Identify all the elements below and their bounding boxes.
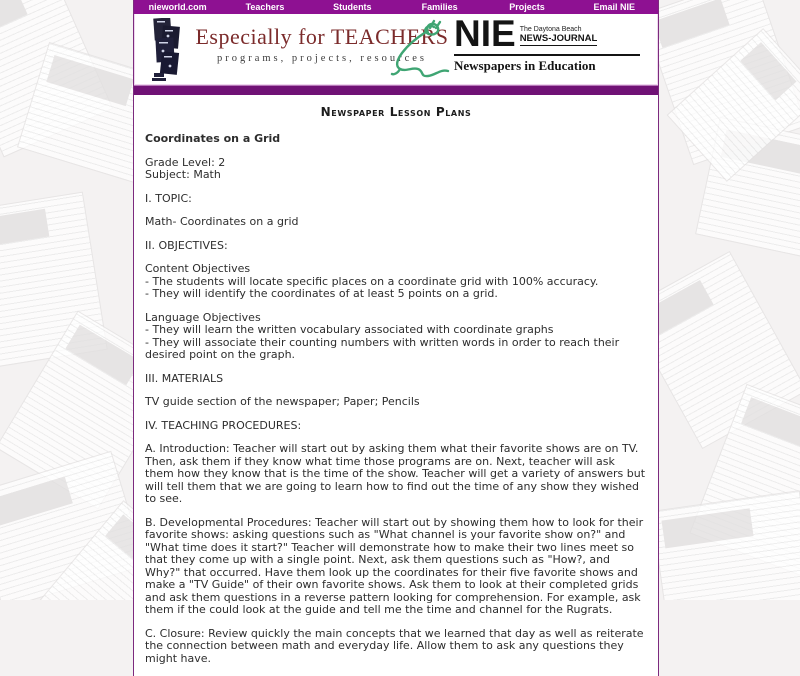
lesson-paragraph: Math- Coordinates on a grid (145, 215, 299, 228)
nav-link-families[interactable]: Families (421, 2, 458, 12)
page-content-column (133, 0, 659, 676)
site-header (134, 14, 658, 85)
nie-tagline: Newspapers in Education (454, 54, 640, 74)
nie-paper-name (520, 26, 598, 46)
lesson-paragraph: I. TOPIC: (145, 191, 192, 205)
lesson-paragraph: Grade Level: 2 Subject: Math (145, 155, 226, 181)
top-nav-bar (134, 0, 658, 14)
newspaper-stack-image (148, 18, 188, 86)
nav-link-email-nie[interactable]: Email NIE (593, 2, 636, 12)
background-newspaper (651, 490, 800, 600)
nie-scribble-icon (390, 19, 458, 85)
lesson-paragraph: A. Introduction: Teacher will start out by asking them what their favorite shows are on TV. Then, ask them if they know what time those programs are on. Next, teacher will ask them how they know that is the time of the show. Teacher will get a variety of answers but will tell them that we are going to learn how to find out the time of any show they wished to see. (145, 442, 646, 505)
lesson-body (145, 133, 647, 665)
lesson-paragraph: B. Developmental Procedures: Teacher will start out by showing them how to look for their favorite shows: asking questions such as "What channel is your favorite show on?" and "What time does it start?" Teacher will demonstrate how to make their two lines meet so that they come up with a single point. Next, ask them questions such as "How?, and Why?" that occurred. Have them look up the coordinates for their five favorite shows and make a "TV Guide" of their own favorite shows. Ask them to look at their completed grids and ask them questions in a reverse pattern looking for comprehension. For example, ask them if the could look at the guide and tell me the time and channel for the Rugrats. (145, 515, 644, 616)
nie-logo (454, 13, 640, 74)
nie-acronym: NIE (454, 13, 516, 54)
nav-link-students[interactable]: Students (333, 2, 372, 12)
paper-name-line: NEWS-JOURNAL (519, 33, 598, 44)
lesson-paragraph: III. MATERIALS (145, 371, 224, 385)
paper-city-line: The Daytona Beach (519, 26, 582, 33)
lesson-paragraph: Content Objectives - The students will locate specific places on a coordinate grid with 100% accuracy. - They will identify the coordinates of at least 5 points on a grid. (145, 262, 599, 300)
site-subtitle: programs, projects, resources (216, 53, 428, 64)
page-title: Newspaper Lesson Plans (320, 105, 472, 119)
separator-bar (134, 85, 658, 95)
nav-link-nieworld[interactable]: nieworld.com (148, 2, 207, 12)
nie-logo-row (454, 13, 640, 54)
site-title: Especially for TEACHERS (195, 24, 449, 49)
lesson-paragraph: Coordinates on a Grid (145, 132, 281, 145)
nav-link-projects[interactable]: Projects (509, 2, 545, 12)
lesson-paragraph: Language Objectives - They will learn the written vocabulary associated with coordinate graphs - They will associate their counting numbers with written words in order to reach their desired point on the graph. (145, 310, 620, 361)
lesson-paragraph: TV guide section of the newspaper; Paper; Pencils (145, 395, 420, 408)
lesson-main (134, 95, 658, 665)
nav-link-teachers[interactable]: Teachers (245, 2, 285, 12)
lesson-paragraph: IV. TEACHING PROCEDURES: (145, 418, 302, 432)
lesson-paragraph: C. Closure: Review quickly the main concepts that we learned that day as well as reiterate the connection between math and everyday life. Allow them to ask any questions they might have. (145, 626, 644, 665)
lesson-paragraph: II. OBJECTIVES: (145, 238, 228, 252)
